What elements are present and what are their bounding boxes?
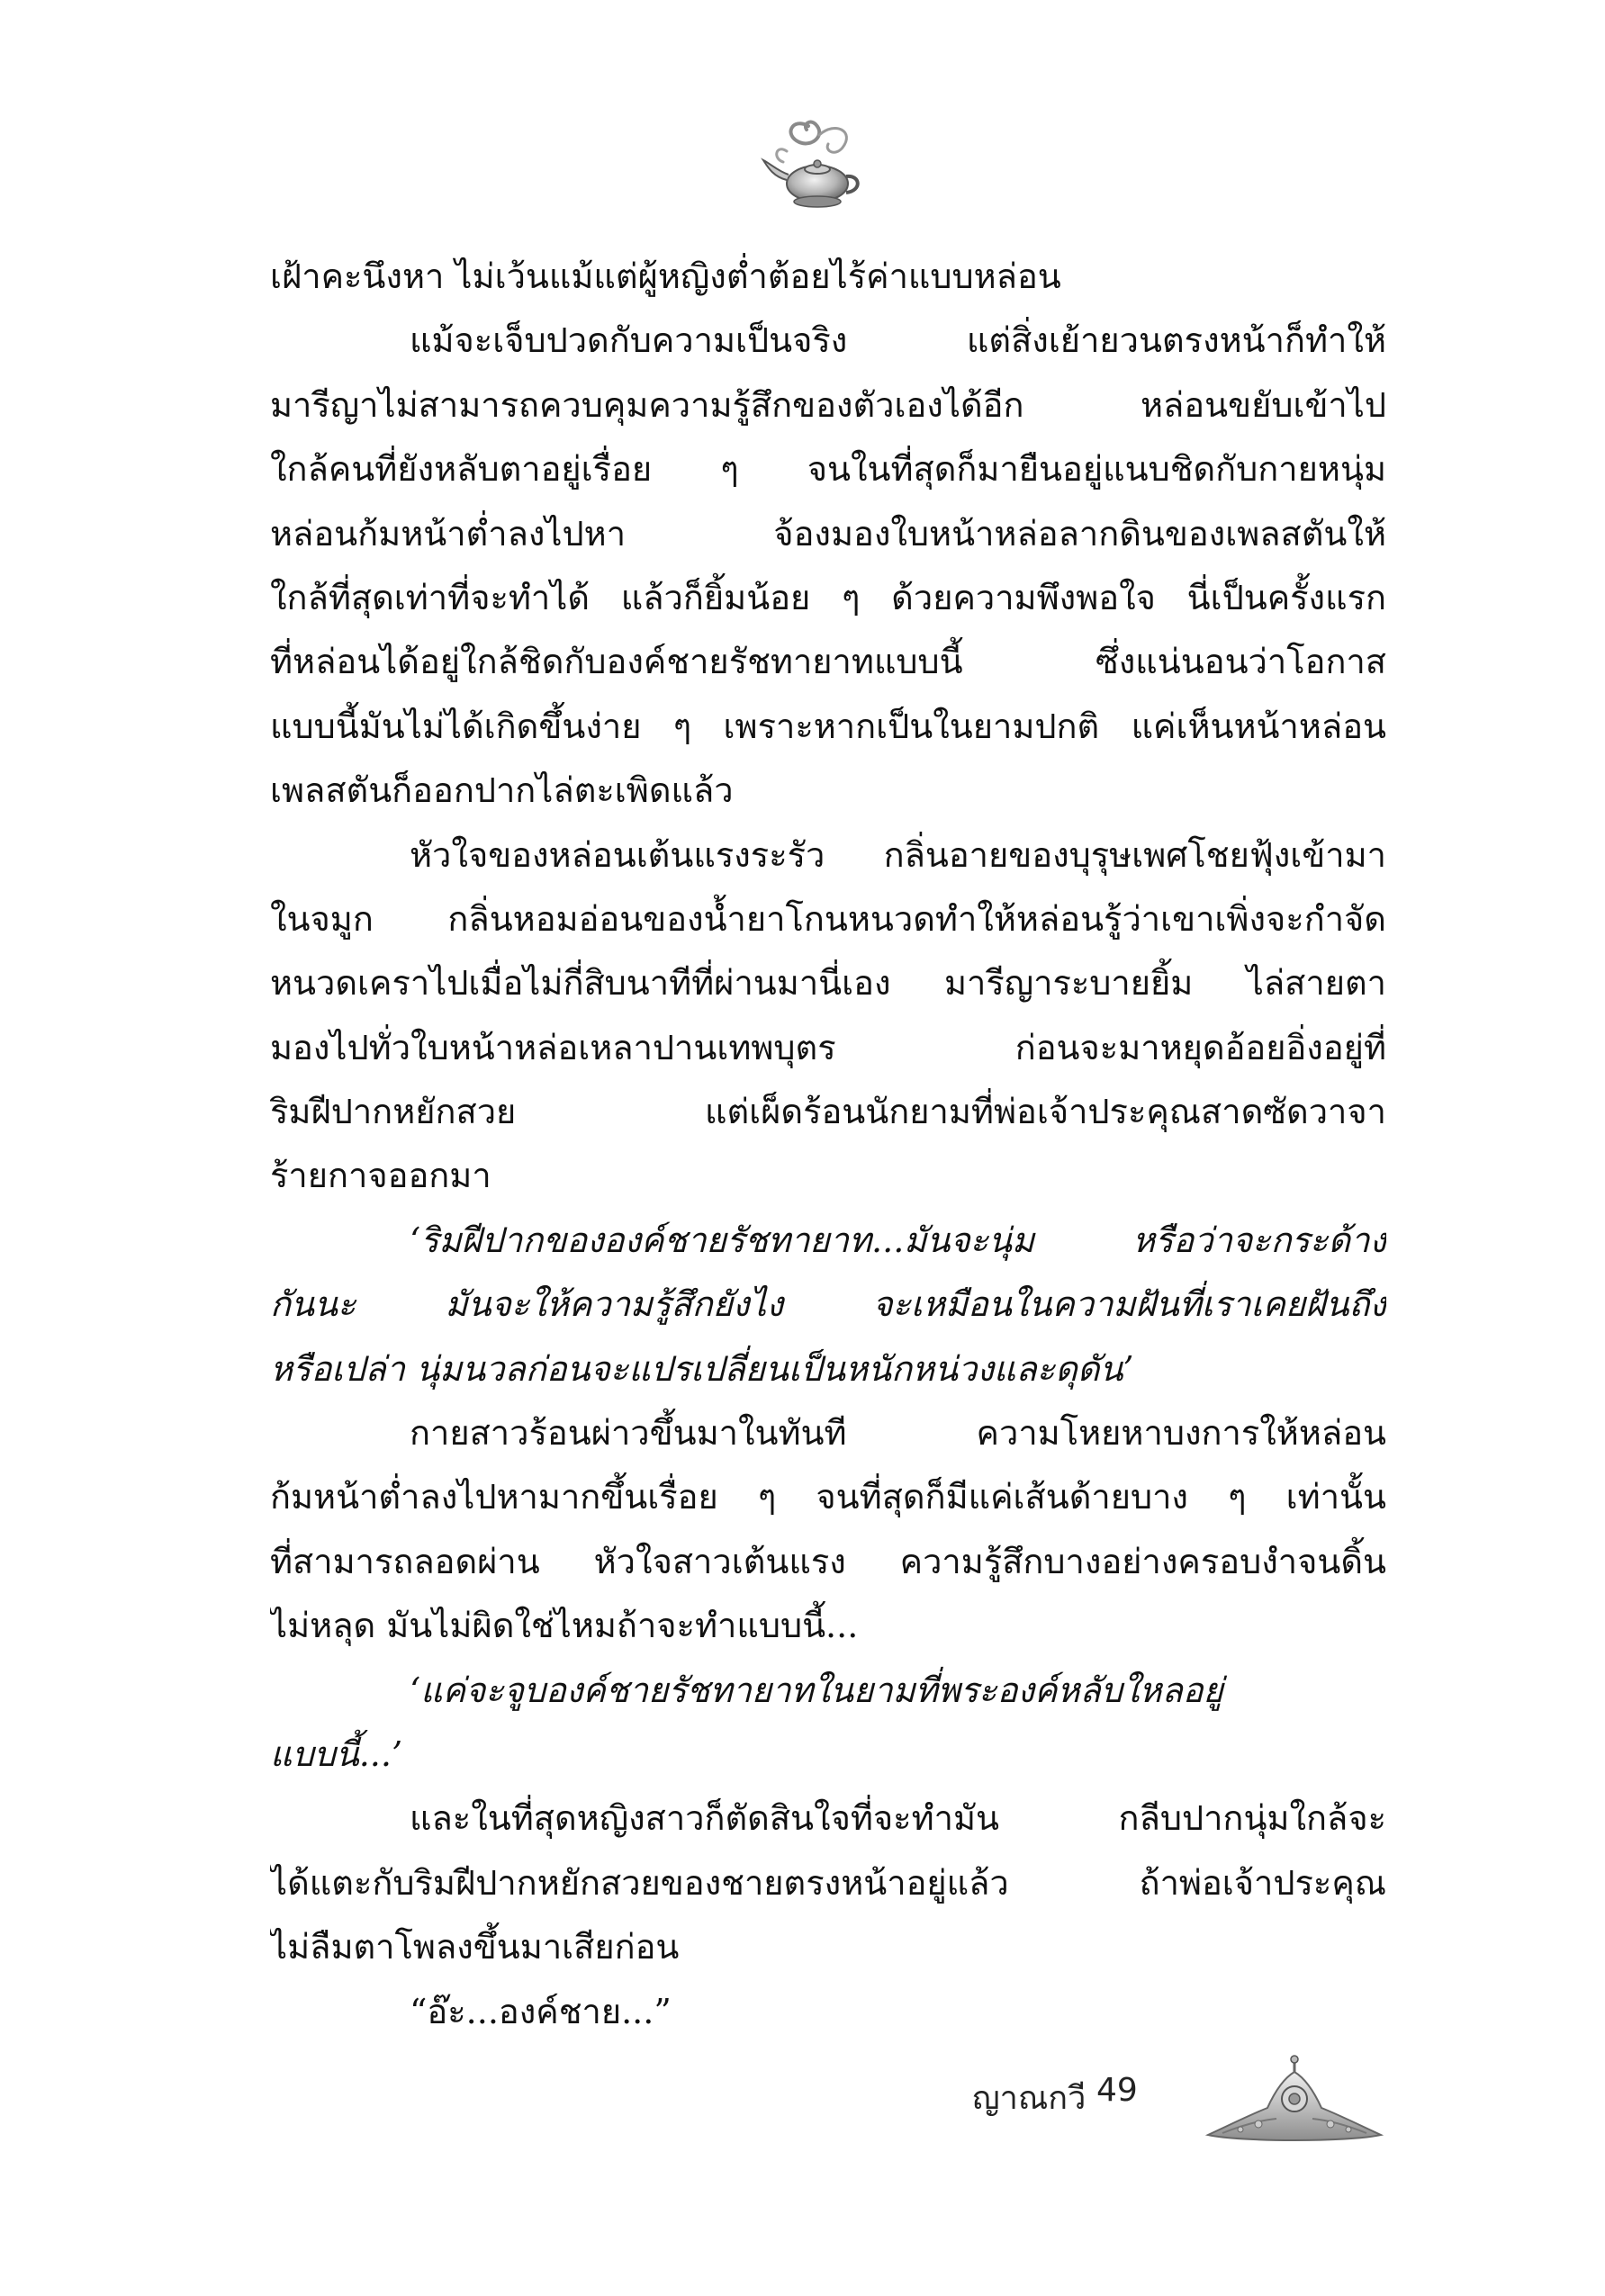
text-line: ไม่ลืมตาโพลงขึ้นมาเสียก่อน — [270, 1927, 680, 1967]
teapot-ornament-icon — [756, 108, 873, 225]
text-line: ที่สามารถลอดผ่าน หัวใจสาวเต้นแรง ความรู้สึกบางอย่างครอบงำจนดิ้น — [270, 1541, 1386, 1581]
page-footer — [972, 2052, 1386, 2151]
text-line: แบบนี้มันไม่ได้เกิดขึ้นง่าย ๆ เพราะหากเป็นในยามปกติ แค่เห็นหน้าหล่อน — [270, 706, 1386, 746]
text-line-italic: กันนะ มันจะให้ความรู้สึกยังไง จะเหมือนในความฝันที่เราเคยฝันถึง — [270, 1284, 1386, 1325]
text-line: หล่อนก้มหน้าต่ำลงไปหา จ้องมองใบหน้าหล่อลากดินของเพลสตันให้ — [270, 513, 1386, 554]
text-line: ไม่หลุด มันไม่ผิดใช่ไหมถ้าจะทำแบบนี้... — [270, 1606, 859, 1646]
text-line-italic: ‘แค่จะจูบองค์ชายรัชทายาทในยามที่พระองค์หลับใหลอยู่ — [410, 1670, 1223, 1710]
footer-title: ญาณกวี — [972, 2080, 1087, 2117]
text-line-italic: แบบนี้...’ — [270, 1733, 403, 1774]
text-line: ใกล้ที่สุดเท่าที่จะทำได้ แล้วก็ยิ้มน้อย ๆ ด้วยความพึงพอใจ นี่เป็นครั้งแรก — [270, 577, 1386, 617]
text-line: ใกล้คนที่ยังหลับตาอยู่เรื่อย ๆ จนในที่สุดก็มายืนอยู่แนบชิดกับกายหนุ่ม — [270, 449, 1386, 490]
text-line: กายสาวร้อนผ่าวขึ้นมาในทันที ความโหยหาบงการให้หล่อน — [410, 1413, 1386, 1454]
text-line: ที่หล่อนได้อยู่ใกล้ชิดกับองค์ชายรัชทายาทแบบนี้ ซึ่งแน่นอนว่าโอกาส — [270, 642, 1386, 682]
text-line: ในจมูก กลิ่นหอมอ่อนของน้ำยาโกนหนวดทำให้หล่อนรู้ว่าเขาเพิ่งจะกำจัด — [270, 898, 1386, 939]
text-line: ริมฝีปากหยักสวย แต่เผ็ดร้อนนักยามที่พ่อเจ้าประคุณสาดซัดวาจา — [270, 1092, 1386, 1132]
text-line: “อ๊ะ...องค์ชาย...” — [410, 1991, 672, 2031]
text-line: ก้มหน้าต่ำลงไปหามากขึ้นเรื่อย ๆ จนที่สุดก็มีแค่เส้นด้ายบาง ๆ เท่านั้น — [270, 1477, 1386, 1517]
text-line: เฝ้าคะนึงหา ไม่เว้นแม้แต่ผู้หญิงต่ำต้อยไร้ค่าแบบหล่อน — [270, 257, 1061, 296]
text-line: ได้แตะกับริมฝีปากหยักสวยของชายตรงหน้าอยู่แล้ว ถ้าพ่อเจ้าประคุณ — [270, 1862, 1386, 1903]
page-number: 49 — [1096, 2072, 1138, 2109]
text-line-italic: หรือเปล่า นุ่มนวลก่อนจะแปรเปลี่ยนเป็นหนักหน่วงและดุดัน’ — [270, 1348, 1134, 1389]
text-line-italic: ‘ริมฝีปากขององค์ชายรัชทายาท...มันจะนุ่ม หรือว่าจะกระด้าง — [410, 1220, 1386, 1260]
text-line: มองไปทั่วใบหน้าหล่อเหลาปานเทพบุตร ก่อนจะมาหยุดอ้อยอิ่งอยู่ที่ — [270, 1027, 1386, 1067]
text-line: หนวดเคราไปเมื่อไม่กี่สิบนาทีที่ผ่านมานี่เอง มารีญาระบายยิ้ม ไล่สายตา — [270, 963, 1386, 1004]
text-line: ร้ายกาจออกมา — [270, 1156, 491, 1196]
text-line: แม้จะเจ็บปวดกับความเป็นจริง แต่สิ่งเย้ายวนตรงหน้าก็ทำให้ — [410, 320, 1386, 361]
text-line: และในที่สุดหญิงสาวก็ตัดสินใจที่จะทำมัน กลีบปากนุ่มใกล้จะ — [410, 1798, 1386, 1839]
text-line: มารีญาไม่สามารถควบคุมความรู้สึกของตัวเองได้อีก หล่อนขยับเข้าไป — [270, 384, 1386, 425]
body-text — [270, 245, 1386, 2044]
text-line: หัวใจของหล่อนเต้นแรงระรัว กลิ่นอายของบุรุษเพศโชยฟุ้งเข้ามา — [410, 834, 1386, 875]
text-line: เพลสตันก็ออกปากไล่ตะเพิดแล้ว — [270, 770, 734, 811]
tiara-ornament-icon — [1204, 2052, 1384, 2151]
